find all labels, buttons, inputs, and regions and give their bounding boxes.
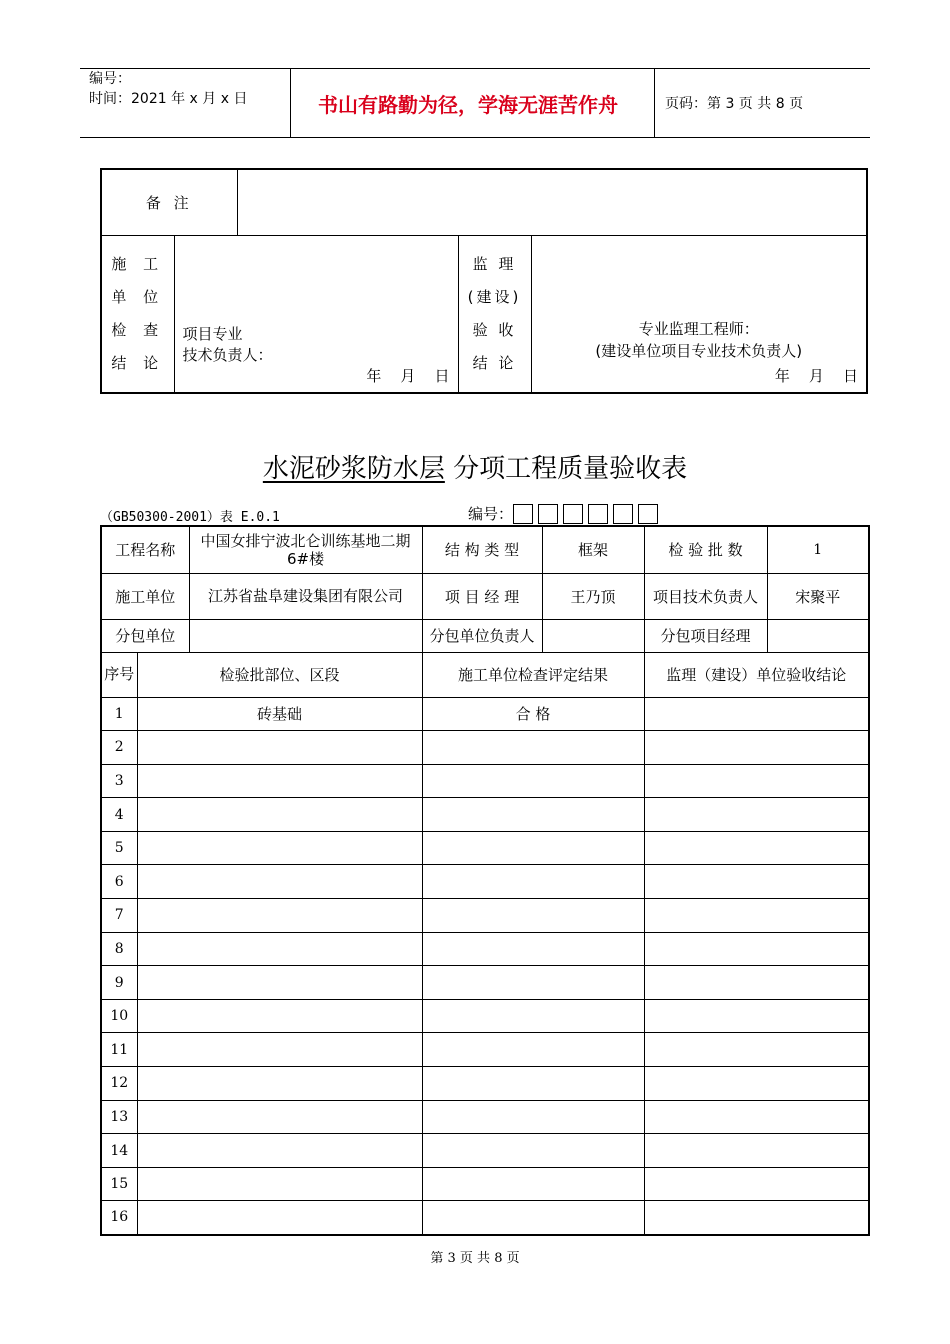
table-row bbox=[101, 731, 869, 765]
row-seq: 6 bbox=[101, 865, 137, 899]
number-label: 编号： bbox=[89, 71, 131, 87]
result-header: 施工单位检查评定结果 bbox=[422, 652, 644, 697]
row-conclusion bbox=[644, 831, 869, 865]
row-conclusion bbox=[644, 1167, 869, 1201]
row-part bbox=[137, 966, 422, 1000]
row-part bbox=[137, 865, 422, 899]
structure-label: 结 构 类 型 bbox=[422, 526, 542, 573]
table-row bbox=[101, 1167, 869, 1201]
construction-check-label: 施 工 单 位 检 查 结 论 bbox=[101, 235, 174, 393]
row-conclusion bbox=[644, 798, 869, 832]
row-seq: 2 bbox=[101, 731, 137, 765]
row-seq: 7 bbox=[101, 899, 137, 933]
row-conclusion bbox=[644, 1100, 869, 1134]
row-result bbox=[422, 1167, 644, 1201]
structure-value: 框架 bbox=[542, 526, 644, 573]
construction-check-value bbox=[174, 235, 458, 393]
row-part bbox=[137, 1100, 422, 1134]
row-result bbox=[422, 932, 644, 966]
row-seq: 4 bbox=[101, 798, 137, 832]
row-seq: 14 bbox=[101, 1134, 137, 1168]
code-box bbox=[563, 504, 583, 524]
table-row bbox=[101, 999, 869, 1033]
inspection-conclusion-table bbox=[100, 168, 868, 394]
table-row bbox=[101, 899, 869, 933]
row-conclusion bbox=[644, 764, 869, 798]
batch-count-value: 1 bbox=[767, 526, 869, 573]
supervision-label: 监 理 (建设) 验 收 结 论 bbox=[458, 235, 531, 393]
code-field bbox=[468, 503, 663, 524]
row-seq: 11 bbox=[101, 1033, 137, 1067]
table-row bbox=[101, 831, 869, 865]
supervision-value bbox=[531, 235, 867, 393]
row-result bbox=[422, 899, 644, 933]
table-row bbox=[101, 697, 869, 731]
page-title bbox=[0, 448, 950, 485]
row-part bbox=[137, 831, 422, 865]
conclusion-header: 监理（建设）单位验收结论 bbox=[644, 652, 869, 697]
table-row bbox=[101, 764, 869, 798]
batch-count-label: 检 验 批 数 bbox=[644, 526, 767, 573]
code-box bbox=[538, 504, 558, 524]
tech-value: 宋聚平 bbox=[767, 573, 869, 619]
remark-label: 备 注 bbox=[101, 169, 237, 235]
sub-leader-label: 分包单位负责人 bbox=[422, 619, 542, 652]
tech-label: 项目技术负责人 bbox=[644, 573, 767, 619]
row-result bbox=[422, 831, 644, 865]
pm-value: 王乃顶 bbox=[542, 573, 644, 619]
row-part bbox=[137, 1067, 422, 1101]
row-result bbox=[422, 1067, 644, 1101]
quality-acceptance-table bbox=[100, 525, 870, 1236]
project-name: 中国女排宁波北仑训练基地二期 6#楼 bbox=[189, 526, 422, 573]
row-part bbox=[137, 731, 422, 765]
pm-label: 项 目 经 理 bbox=[422, 573, 542, 619]
row-result bbox=[422, 764, 644, 798]
standard-label: （GB50300-2001）表 E.0.1 bbox=[100, 510, 280, 525]
row-seq: 15 bbox=[101, 1167, 137, 1201]
remark-value bbox=[237, 169, 867, 235]
row-conclusion bbox=[644, 865, 869, 899]
row-result bbox=[422, 966, 644, 1000]
motto: 书山有路勤为径，学海无涯苦作舟 bbox=[282, 69, 655, 137]
row-part bbox=[137, 798, 422, 832]
row-seq: 16 bbox=[101, 1201, 137, 1235]
row-seq: 8 bbox=[101, 932, 137, 966]
row-part bbox=[137, 1201, 422, 1235]
row-conclusion bbox=[644, 1201, 869, 1235]
table-row bbox=[101, 932, 869, 966]
row-conclusion bbox=[644, 966, 869, 1000]
tech-leader-line2: 技术负责人： bbox=[182, 345, 273, 364]
row-conclusion bbox=[644, 1067, 869, 1101]
page-footer: 第 3 页 共 8 页 bbox=[430, 1251, 520, 1266]
table-row bbox=[101, 1033, 869, 1067]
row-seq: 13 bbox=[101, 1100, 137, 1134]
row-conclusion bbox=[644, 1134, 869, 1168]
code-label: 编号： bbox=[468, 505, 514, 523]
row-conclusion bbox=[644, 932, 869, 966]
row-part bbox=[137, 999, 422, 1033]
table-row bbox=[101, 798, 869, 832]
row-seq: 5 bbox=[101, 831, 137, 865]
supervisor-line1: 专业监理工程师： bbox=[638, 319, 759, 338]
project-name-label: 工程名称 bbox=[101, 526, 189, 573]
row-part bbox=[137, 1033, 422, 1067]
table-row bbox=[101, 966, 869, 1000]
table-row bbox=[101, 865, 869, 899]
construction-unit: 江苏省盐阜建设集团有限公司 bbox=[189, 573, 422, 619]
title-rest: 分项工程质量验收表 bbox=[453, 454, 688, 484]
row-part bbox=[137, 1134, 422, 1168]
part-header: 检验批部位、区段 bbox=[137, 652, 422, 697]
header-meta bbox=[80, 69, 291, 137]
table-row bbox=[101, 1067, 869, 1101]
row-result bbox=[422, 798, 644, 832]
row-part bbox=[137, 1167, 422, 1201]
row-seq: 9 bbox=[101, 966, 137, 1000]
page-header bbox=[80, 68, 870, 138]
row-seq: 3 bbox=[101, 764, 137, 798]
row-seq: 1 bbox=[101, 697, 137, 731]
row-part bbox=[137, 899, 422, 933]
date-right: 年 月 日 bbox=[774, 367, 858, 385]
supervisor-line2: (建设单位项目专业技术负责人) bbox=[595, 341, 803, 360]
row-result: 合 格 bbox=[422, 697, 644, 731]
sub-leader-value bbox=[542, 619, 644, 652]
row-result bbox=[422, 1201, 644, 1235]
code-box bbox=[638, 504, 658, 524]
row-part bbox=[137, 764, 422, 798]
row-conclusion bbox=[644, 1033, 869, 1067]
sub-unit-value bbox=[189, 619, 422, 652]
sub-unit-label: 分包单位 bbox=[101, 619, 189, 652]
table-row bbox=[101, 1201, 869, 1235]
row-conclusion bbox=[644, 697, 869, 731]
row-result bbox=[422, 1134, 644, 1168]
table-row bbox=[101, 1134, 869, 1168]
sub-pm-value bbox=[767, 619, 869, 652]
code-box bbox=[613, 504, 633, 524]
row-conclusion bbox=[644, 731, 869, 765]
construction-unit-label: 施工单位 bbox=[101, 573, 189, 619]
row-conclusion bbox=[644, 999, 869, 1033]
row-result bbox=[422, 865, 644, 899]
seq-header: 序号 bbox=[101, 652, 137, 697]
title-underlined: 水泥砂浆防水层 bbox=[262, 454, 445, 484]
row-result bbox=[422, 1100, 644, 1134]
page-info: 页码：第 3 页 共 8 页 bbox=[665, 96, 804, 112]
code-box bbox=[513, 504, 533, 524]
time-label: 时间：2021 年 x 月 x 日 bbox=[89, 91, 248, 107]
table-row bbox=[101, 1100, 869, 1134]
row-result bbox=[422, 999, 644, 1033]
code-box bbox=[588, 504, 608, 524]
tech-leader-line1: 项目专业 bbox=[182, 324, 243, 343]
sub-pm-label: 分包项目经理 bbox=[644, 619, 767, 652]
row-result bbox=[422, 731, 644, 765]
row-conclusion bbox=[644, 899, 869, 933]
row-part: 砖基础 bbox=[137, 697, 422, 731]
date-left: 年 月 日 bbox=[366, 367, 450, 385]
row-part bbox=[137, 932, 422, 966]
row-seq: 10 bbox=[101, 999, 137, 1033]
row-seq: 12 bbox=[101, 1067, 137, 1101]
row-result bbox=[422, 1033, 644, 1067]
